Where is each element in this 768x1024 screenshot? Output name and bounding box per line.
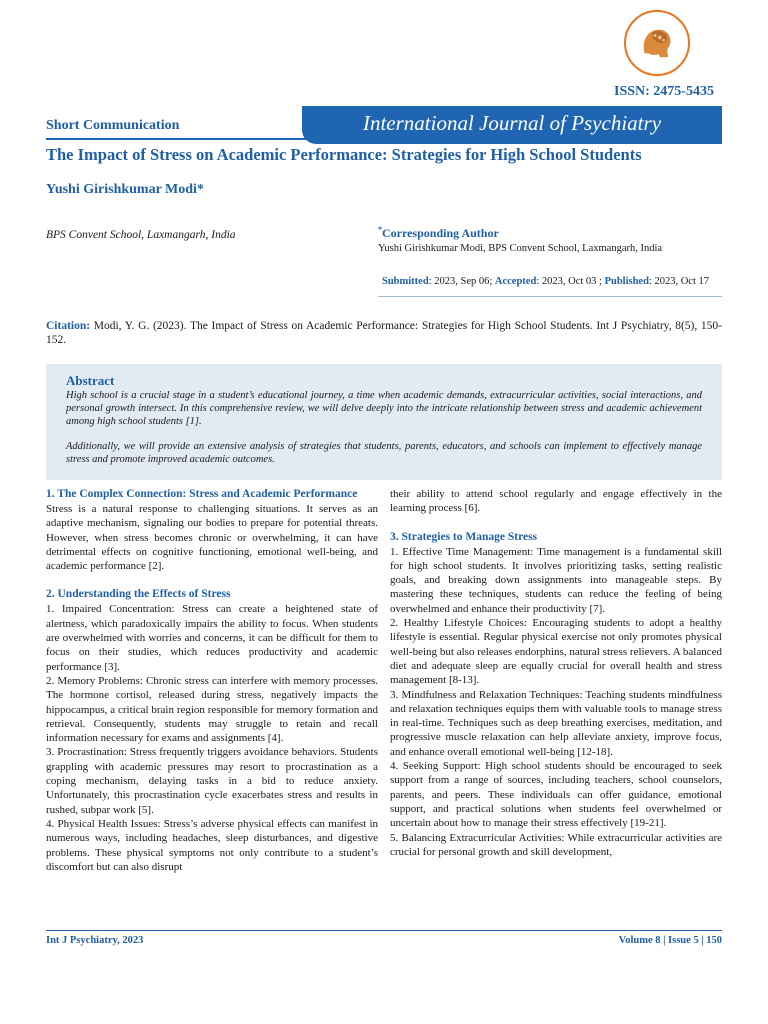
right-column bbox=[390, 487, 722, 859]
body-paragraph: 4. Seeking Support: High school students should be encouraged to seek support from a range of sources, including teachers, school counselors, parents, and peers. These individuals can offer guidance, emotional support, and practical solutions when students feel overwhelmed or uncertain about how to manage their stress effectively [19-21]. bbox=[390, 760, 722, 830]
published-date: : 2023, Oct 17 bbox=[648, 276, 709, 287]
abstract-paragraph: High school is a crucial stage in a student’s educational journey, a time when academic demands, extracurricular activities, social interactions, and personal growth intersect. In this comprehensive review, we will delve deeply into the intricate relationship between stress and academic achievement among high school students [1]. bbox=[66, 390, 702, 427]
journal-name: International Journal of Psychiatry bbox=[362, 111, 662, 135]
journal-head-logo-icon bbox=[626, 12, 688, 74]
accepted-label: Accepted bbox=[494, 276, 537, 287]
footer-volume: Volume 8 | Issue 5 | 150 bbox=[618, 935, 722, 946]
left-column bbox=[46, 487, 378, 874]
body-paragraph: 2. Memory Problems: Chronic stress can interfere with memory processes. The hormone cortisol, released during stress, negatively impacts the hippocampus, a critical brain region responsible for memory formation and retrieval. Consequently, students may struggle to retain and recall information necessary for exams and assignments [4]. bbox=[46, 674, 378, 745]
body-paragraph: 2. Healthy Lifestyle Choices: Encouraging students to adopt a healthy lifestyle is essential. Regular physical exercise not only promotes physical well-being but also releases endorphins, natural stress relievers. A balanced diet and adequate sleep are equally crucial for overall health and stress management [8-13]. bbox=[390, 617, 722, 687]
section-heading: 2. Understanding the Effects of Stress bbox=[46, 588, 231, 601]
body-paragraph: Stress is a natural response to challenging situations. It serves as an adaptive mechanism, signaling our bodies to prepare for potential threats. However, when stress becomes chronic or overwhelming, it can have detrimental effects on cognitive functioning, emotional well-being, and academic performance [2]. bbox=[46, 503, 378, 573]
citation bbox=[46, 319, 722, 347]
article-title: The Impact of Stress on Academic Performance: Strategies for High School Students bbox=[46, 145, 642, 164]
body-paragraph: 3. Mindfulness and Relaxation Techniques: Teaching students mindfulness and relaxation techniques equips them with valuable tools to manage stress in real-time. Techniques such as deep breathing exercises, meditation, and progressive muscle relaxation can help alleviate anxiety, improve focus, and enhance overall emotional well-being [12-18]. bbox=[390, 688, 722, 758]
submitted-date: : 2023, Sep 06; bbox=[428, 276, 495, 287]
corresponding-author-box bbox=[378, 225, 722, 254]
abstract-paragraph: Additionally, we will provide an extensive analysis of strategies that students, parents, educators, and schools can implement to effectively manage stress and promote improved academic outcomes. bbox=[66, 441, 702, 465]
citation-label: Citation: bbox=[46, 320, 91, 332]
accepted-date: : 2023, Oct 03 ; bbox=[536, 276, 605, 287]
abstract-heading: Abstract bbox=[66, 373, 115, 388]
header-divider bbox=[46, 138, 722, 140]
author-name: Yushi Girishkumar Modi* bbox=[46, 182, 204, 197]
citation-text: Modi, Y. G. (2023). The Impact of Stress on Academic Performance: Strategies for High School Students. Int J Psychiatry, 8(5), 150-152. bbox=[46, 320, 722, 346]
article-type: Short Communication bbox=[46, 118, 180, 133]
body-paragraph: 1. Effective Time Management: Time management is a fundamental skill for high school students. It involves prioritizing tasks, setting realistic goals, and breaking down assignments into manageable steps. By mastering these techniques, students can reduce the feeling of being overwhelmed and enhance their productivity [7]. bbox=[390, 545, 722, 615]
abstract-box bbox=[46, 364, 722, 480]
section-heading: 3. Strategies to Manage Stress bbox=[390, 530, 538, 543]
publication-dates bbox=[382, 276, 709, 287]
body-paragraph: their ability to attend school regularly and engage effectively in the learning process [6]. bbox=[390, 488, 722, 515]
dates-divider bbox=[378, 296, 722, 297]
body-paragraph: 1. Impaired Concentration: Stress can create a heightened state of alertness, which paradoxically impairs the ability to focus. When students are overwhelmed with worries and concerns, it can be difficult for them to focus on their studies, which reduces productivity and academic performance [3]. bbox=[46, 603, 378, 673]
corresponding-author-text: Yushi Girishkumar Modi, BPS Convent School, Laxmangarh, India bbox=[378, 243, 663, 254]
corresponding-author-heading: *Corresponding Author bbox=[378, 225, 499, 240]
footer-journal: Int J Psychiatry, 2023 bbox=[46, 935, 144, 946]
journal-logo bbox=[624, 10, 690, 76]
author-affiliation: BPS Convent School, Laxmangarh, India bbox=[46, 229, 236, 241]
issn-number: ISSN: 2475-5435 bbox=[614, 84, 714, 99]
body-paragraph: 4. Physical Health Issues: Stress’s adverse physical effects can manifest in numerous ways, including headaches, sleep disturbances, and digestive problems. These physical symptoms not only contribute to a student’s discomfort but can also disrupt bbox=[46, 817, 378, 873]
body-paragraph: 5. Balancing Extracurricular Activities: While extracurricular activities are crucial for personal growth and skill development, bbox=[390, 831, 722, 858]
published-label: Published bbox=[604, 276, 649, 287]
section-heading: 1. The Complex Connection: Stress and Academic Performance bbox=[46, 488, 358, 500]
body-paragraph: 3. Procrastination: Stress frequently triggers avoidance behaviors. Students grappling with academic pressures may resort to procrastination as a coping mechanism, delaying tasks in a bid to reduce anxiety. Unfortunately, this procrastination cycle exacerbates stress and results in rushed, subpar work [5]. bbox=[46, 746, 378, 816]
footer-divider bbox=[46, 930, 722, 931]
submitted-label: Submitted bbox=[382, 276, 429, 287]
